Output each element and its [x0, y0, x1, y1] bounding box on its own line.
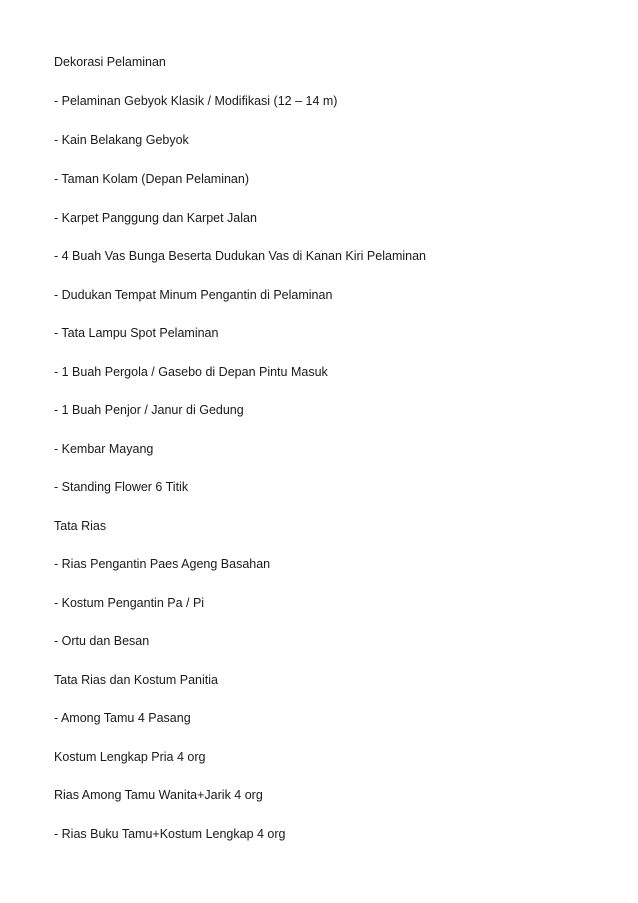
list-item: - Pelaminan Gebyok Klasik / Modifikasi (12 – 14 m) [54, 94, 338, 108]
list-item: Rias Among Tamu Wanita+Jarik 4 org [54, 788, 263, 802]
list-item: - Ortu dan Besan [54, 634, 150, 648]
list-item: - Tata Lampu Spot Pelaminan [54, 326, 219, 340]
list-item: - Rias Pengantin Paes Ageng Basahan [54, 557, 271, 571]
list-item: - Dudukan Tempat Minum Pengantin di Pelaminan [54, 288, 333, 302]
list-item: - Rias Buku Tamu+Kostum Lengkap 4 org [54, 827, 286, 841]
list-item: - 1 Buah Penjor / Janur di Gedung [54, 403, 244, 417]
section-heading-panitia: Tata Rias dan Kostum Panitia [54, 673, 218, 687]
list-item: - Kain Belakang Gebyok [54, 133, 189, 147]
list-item: Kostum Lengkap Pria 4 org [54, 750, 206, 764]
list-item: - 4 Buah Vas Bunga Beserta Dudukan Vas di Kanan Kiri Pelaminan [54, 249, 426, 263]
list-item: - 1 Buah Pergola / Gasebo di Depan Pintu Masuk [54, 365, 328, 379]
list-item: - Standing Flower 6 Titik [54, 480, 189, 494]
list-item: - Kembar Mayang [54, 442, 154, 456]
list-item: - Karpet Panggung dan Karpet Jalan [54, 211, 257, 225]
section-heading-tata-rias: Tata Rias [54, 519, 107, 533]
list-item: - Taman Kolam (Depan Pelaminan) [54, 172, 250, 186]
list-item: - Kostum Pengantin Pa / Pi [54, 596, 205, 610]
section-heading-dekorasi: Dekorasi Pelaminan [54, 55, 166, 69]
list-item: - Among Tamu 4 Pasang [54, 711, 191, 725]
